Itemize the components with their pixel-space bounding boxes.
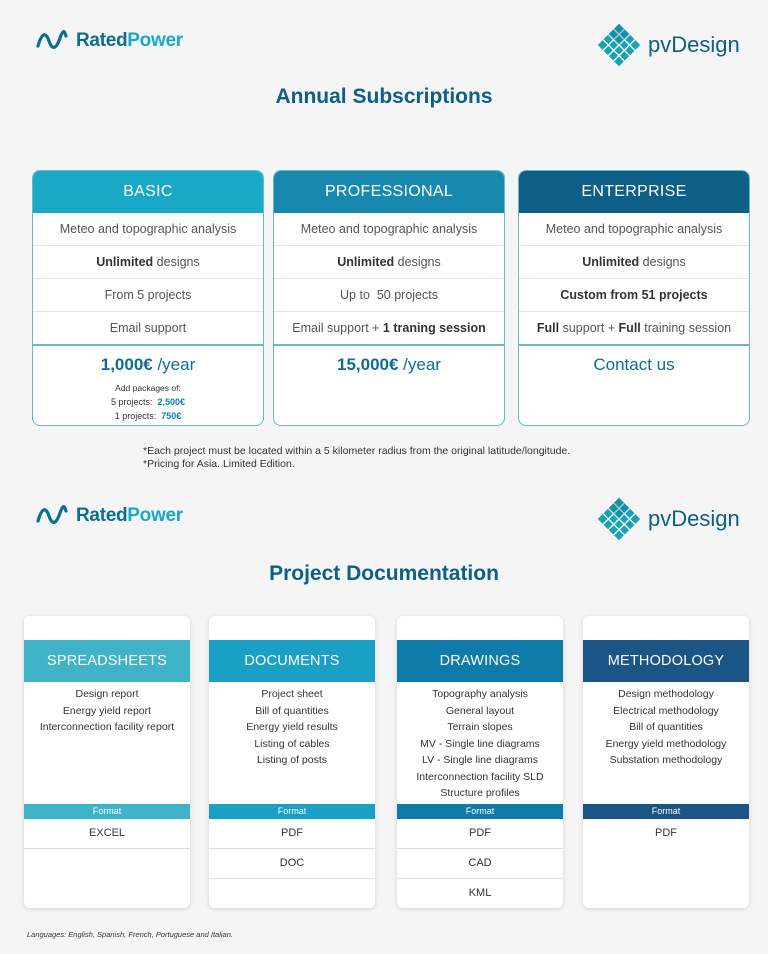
plan-feature: From 5 projects bbox=[33, 279, 263, 312]
addon-row: 5 projects: 2,500€ bbox=[110, 397, 186, 407]
note-line: *Each project must be located within a 5 kilometer radius from the original latitude/longitude. bbox=[143, 445, 571, 457]
format-item: DOC bbox=[209, 849, 375, 879]
pvdesign-diamond-icon bbox=[596, 22, 642, 68]
plan-feature: Meteo and topographic analysis bbox=[33, 213, 263, 246]
doc-card-title: DRAWINGS bbox=[397, 640, 563, 682]
plan-price: 1,000€ /year bbox=[100, 355, 196, 374]
addon-row: 1 projects: 750€ bbox=[114, 411, 182, 421]
list-item: Listing of posts bbox=[256, 754, 328, 766]
plan-feature: Meteo and topographic analysis bbox=[519, 213, 749, 246]
format-item: PDF bbox=[655, 827, 677, 839]
plan-feature: Custom from 51 projects bbox=[519, 279, 749, 312]
format-item: PDF bbox=[209, 819, 375, 849]
ratedpower-logo bbox=[36, 505, 183, 527]
doc-card-title: SPREADSHEETS bbox=[24, 640, 190, 682]
format-label: Format bbox=[397, 804, 563, 819]
documentation-title: Project Documentation bbox=[269, 562, 499, 585]
doc-card-spreadsheets bbox=[24, 616, 190, 908]
list-item: Bill of quantities bbox=[255, 704, 329, 717]
plan-price: 15,000€ /year bbox=[337, 355, 441, 374]
plan-name: BASIC bbox=[33, 171, 263, 213]
pvdesign-logo bbox=[596, 22, 740, 68]
format-item: KML bbox=[468, 887, 492, 899]
list-item: Interconnection facility SLD bbox=[416, 770, 544, 783]
logo-text-power: Power bbox=[127, 505, 183, 526]
ratedpower-wave-icon bbox=[36, 30, 68, 52]
plan-feature: Up to 50 projects bbox=[274, 279, 504, 312]
ratedpower-logo bbox=[36, 30, 183, 52]
note-line: *Pricing for Asia. Limited Edition. bbox=[143, 458, 295, 470]
format-item: EXCEL bbox=[24, 819, 190, 849]
plan-addons bbox=[33, 381, 263, 423]
doc-card-documents bbox=[209, 616, 375, 908]
logo-text-power: Power bbox=[127, 30, 183, 51]
format-label: Format bbox=[583, 804, 749, 819]
list-item: Energy yield methodology bbox=[605, 737, 727, 750]
plan-feature: Full support + Full training session bbox=[519, 312, 749, 346]
plan-feature: Unlimited designs bbox=[519, 246, 749, 279]
format-label: Format bbox=[24, 804, 190, 819]
logo-text-pvdesign: pvDesign bbox=[648, 506, 740, 531]
list-item: Interconnection facility report bbox=[39, 721, 175, 733]
plan-professional bbox=[273, 170, 505, 426]
doc-card-methodology bbox=[583, 616, 749, 908]
addon-title: Add packages of: bbox=[115, 383, 181, 393]
pvdesign-logo bbox=[596, 496, 740, 542]
contact-us-link[interactable]: Contact us bbox=[593, 355, 675, 374]
list-item: Design methodology bbox=[618, 688, 714, 700]
list-item: LV - Single line diagrams bbox=[422, 754, 538, 766]
list-item: Energy yield results bbox=[246, 721, 338, 733]
format-item: PDF bbox=[397, 819, 563, 849]
logo-text-rated: Rated bbox=[76, 505, 128, 526]
logo-text-pvdesign: pvDesign bbox=[648, 32, 740, 57]
plan-feature: Email support bbox=[33, 312, 263, 346]
list-item: Design report bbox=[75, 688, 139, 700]
subscriptions-title: Annual Subscriptions bbox=[275, 85, 493, 108]
plan-feature: Unlimited designs bbox=[33, 246, 263, 279]
format-item: CAD bbox=[397, 849, 563, 879]
list-item: Topography analysis bbox=[432, 688, 528, 700]
logo-text-rated: Rated bbox=[76, 30, 128, 51]
format-label: Format bbox=[209, 804, 375, 819]
pricing-notes bbox=[143, 445, 570, 471]
languages-note: Languages: English, Spanish, French, Portuguese and Italian. bbox=[27, 930, 233, 939]
format-list bbox=[209, 819, 375, 879]
list-item: Energy yield report bbox=[62, 704, 152, 717]
list-item: General layout bbox=[445, 704, 515, 717]
plan-feature: Meteo and topographic analysis bbox=[274, 213, 504, 246]
list-item: Terrain slopes bbox=[447, 721, 513, 733]
plan-name: PROFESSIONAL bbox=[274, 171, 504, 213]
plan-enterprise bbox=[518, 170, 750, 426]
list-item: Bill of quantities bbox=[629, 721, 703, 733]
format-list bbox=[397, 819, 563, 908]
doc-card-title: METHODOLOGY bbox=[583, 640, 749, 682]
doc-card-drawings bbox=[397, 616, 563, 908]
plan-feature: Email support + 1 traning session bbox=[274, 312, 504, 346]
list-item: Substation methodology bbox=[609, 754, 723, 766]
plan-feature: Unlimited designs bbox=[274, 246, 504, 279]
plan-basic bbox=[32, 170, 264, 426]
doc-items bbox=[209, 682, 375, 769]
list-item: Electrical methodology bbox=[613, 704, 719, 717]
plan-name: ENTERPRISE bbox=[519, 171, 749, 213]
list-item: Listing of cables bbox=[254, 737, 330, 750]
format-list bbox=[583, 819, 749, 848]
doc-card-title: DOCUMENTS bbox=[209, 640, 375, 682]
doc-items bbox=[397, 682, 563, 802]
list-item: Project sheet bbox=[261, 688, 323, 700]
pvdesign-diamond-icon bbox=[596, 496, 642, 542]
doc-items bbox=[583, 682, 749, 769]
ratedpower-wave-icon bbox=[36, 505, 68, 527]
format-list bbox=[24, 819, 190, 849]
list-item: Structure profiles bbox=[440, 787, 520, 799]
list-item: MV - Single line diagrams bbox=[420, 737, 540, 750]
doc-items bbox=[24, 682, 190, 736]
